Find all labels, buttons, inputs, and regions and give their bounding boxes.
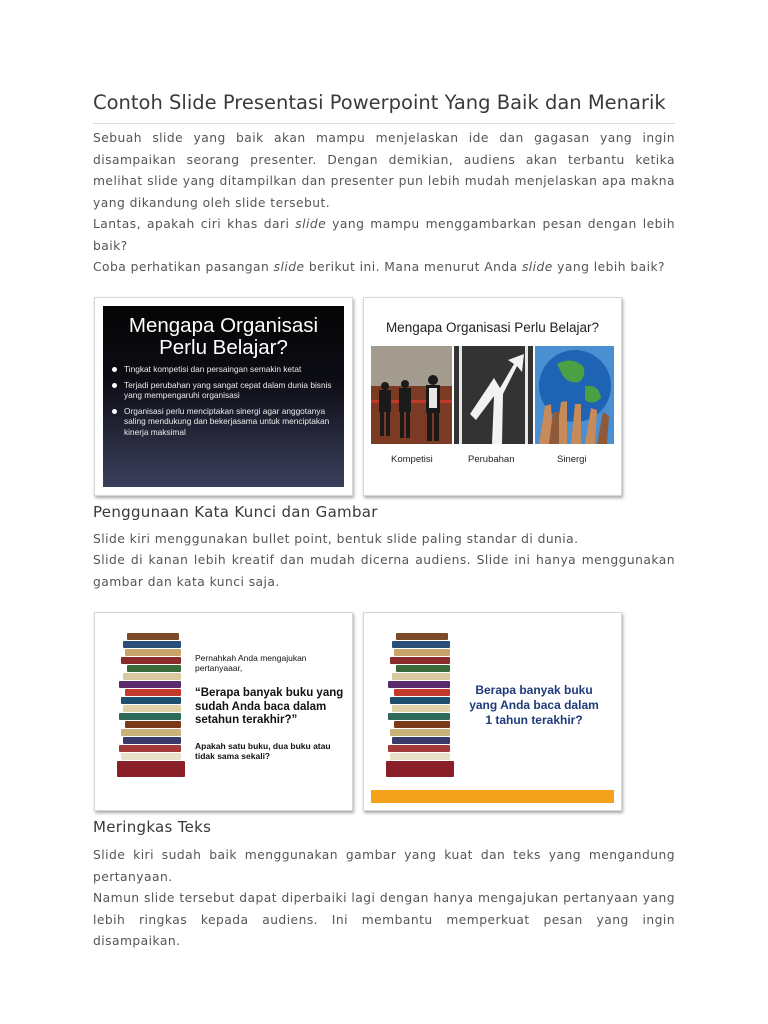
competition-photo bbox=[371, 346, 452, 444]
bullet-item: Tingkat kompetisi dan persaingan semakin ketat bbox=[124, 364, 338, 375]
slide-question: Berapa banyak buku yang Anda baca dalam 1 tahun terakhir? bbox=[469, 683, 599, 727]
caption-competition: Kompetisi bbox=[391, 454, 433, 465]
synergy-photo bbox=[535, 346, 614, 444]
section2-paragraph-2: Namun slide tersebut dapat diperbaiki lagi dengan hanya mengajukan pertanyaan yang lebih ringkas kepada audiens. Ini membantu memperkuat pesan yang ingin disampaikan. bbox=[93, 891, 675, 948]
bullet-list bbox=[103, 364, 344, 437]
dark-slide-background bbox=[103, 306, 344, 487]
slide-title: Mengapa Organisasi Perlu Belajar? bbox=[385, 320, 600, 335]
bullet-item: Organisasi perlu menciptakan sinergi agar anggotanya saling mendukung dan bekerjasama untuk menciptakan kinerja maksimal bbox=[124, 406, 338, 438]
caption-synergy: Sinergi bbox=[557, 454, 587, 465]
intro-paragraph: Sebuah slide yang baik akan mampu menjelaskan ide dan gagasan yang ingin disampaikan seorang presenter. Dengan demikian, audiens akan terbantu ketika melihat slide yang ditampilkan dan presenter pun lebih mudah menjelaskan apa makna yang dikandung oleh slide tersebut. bbox=[93, 131, 675, 210]
book-stack-image bbox=[386, 633, 454, 779]
slide-images-keywords bbox=[363, 297, 622, 496]
slide-intro-text: Pernahkah Anda mengajukan pertanyaaar, bbox=[195, 653, 307, 673]
caption-change: Perubahan bbox=[468, 454, 515, 465]
book-stack-image bbox=[117, 633, 185, 779]
section2-paragraph-1: Slide kiri sudah baik menggunakan gambar yang kuat dan teks yang mengandung pertanyaan. bbox=[93, 848, 675, 884]
slide-quote: “Berapa banyak buku yang sudah Anda baca dalam setahun terakhir?” bbox=[195, 687, 344, 726]
question-paragraph: Lantas, apakah ciri khas dari slide yang mampu menggambarkan pesan dengan lebih baik? bbox=[93, 217, 675, 253]
slide-follow-question: Apakah satu buku, dua buku atau tidak sama sekali? bbox=[195, 741, 331, 761]
orange-accent-bar bbox=[371, 790, 614, 803]
title-divider bbox=[93, 123, 675, 124]
article-title: Contoh Slide Presentasi Powerpoint Yang Baik dan Menarik bbox=[93, 91, 666, 114]
slide-concise-question bbox=[363, 612, 622, 811]
slide-title: Mengapa Organisasi Perlu Belajar? bbox=[128, 314, 319, 359]
instruction-paragraph: Coba perhatikan pasangan slide berikut ini. Mana menurut Anda slide yang lebih baik? bbox=[93, 260, 666, 274]
bullet-item: Terjadi perubahan yang sangat cepat dalam dunia bisnis yang mempengaruhi organisasi bbox=[124, 380, 338, 401]
section-heading-keywords: Penggunaan Kata Kunci dan Gambar bbox=[93, 503, 378, 521]
slide-long-question bbox=[94, 612, 353, 811]
change-photo bbox=[454, 346, 533, 444]
section-heading-summarize: Meringkas Teks bbox=[93, 818, 212, 836]
section1-paragraph-1: Slide kiri menggunakan bullet point, bentuk slide paling standar di dunia. bbox=[93, 532, 579, 546]
slide-bullet-points bbox=[94, 297, 353, 496]
section1-paragraph-2: Slide di kanan lebih kreatif dan mudah dicerna audiens. Slide ini hanya menggunakan gambar dan kata kunci saja. bbox=[93, 553, 675, 589]
